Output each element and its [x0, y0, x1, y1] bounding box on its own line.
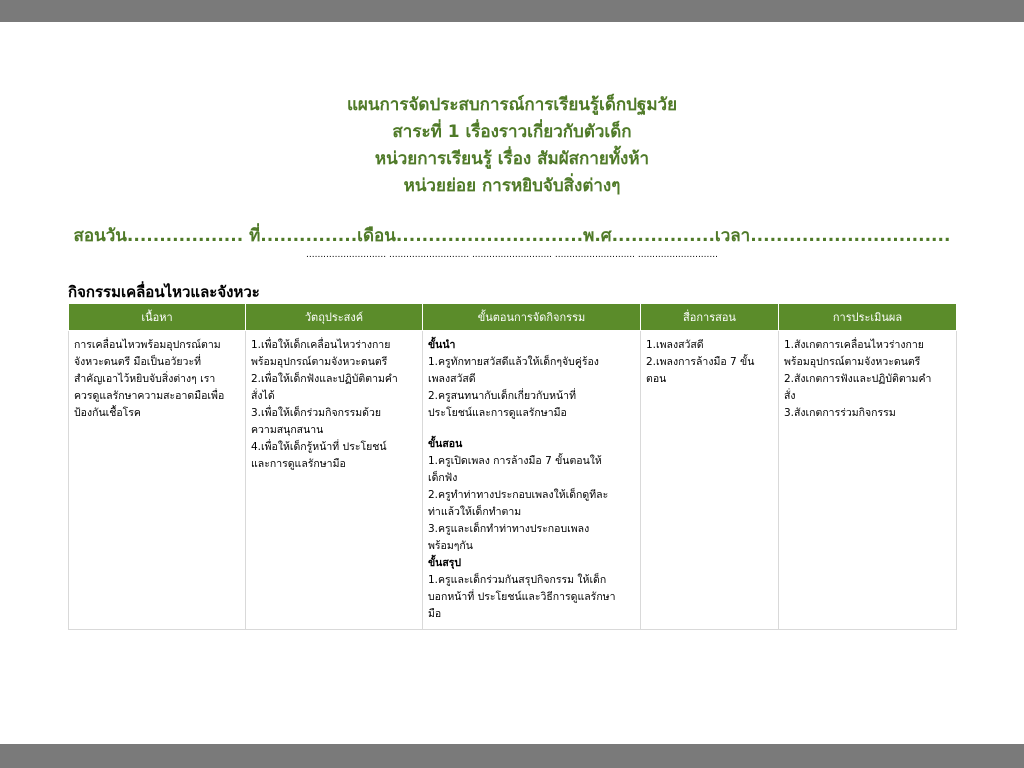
content-line: สำคัญเอาไว้หยิบจับสิ่งต่างๆ เรา [74, 373, 216, 385]
step-line: 2.ครูทำท่าทางประกอบเพลงให้เด็กดูทีละ [428, 489, 609, 501]
content-line: การเคลื่อนไหวพร้อมอุปกรณ์ตาม [74, 339, 221, 351]
teaching-date-line: สอนวัน.................. ที่...............เดือน.............................พ.ศ................เวลา............................... [73, 226, 951, 246]
bottom-frame-bar [0, 744, 1024, 768]
column-header-content: เนื้อหา [69, 304, 246, 331]
top-frame-bar [0, 0, 1024, 22]
evaluation-line: 2.สังเกตการฟังและปฏิบัติตามคำ [784, 373, 932, 385]
media-line: 1.เพลงสวัสดี [646, 339, 704, 351]
document-title [0, 92, 1024, 200]
column-header-media: สื่อการสอน [641, 304, 779, 331]
objective-line: 2.เพื่อให้เด็กฟังและปฏิบัติตามคำ [251, 373, 398, 385]
step-line: มือ [428, 608, 442, 620]
section-heading: กิจกรรมเคลื่อนไหวและจังหวะ [68, 283, 260, 301]
step-line: ประโยชน์และการดูแลรักษามือ [428, 407, 567, 419]
activity-plan-table [68, 303, 957, 630]
media-line: 2.เพลงการล้างมือ 7 ขั้น [646, 356, 755, 368]
stage-heading-intro: ขั้นนำ [428, 339, 456, 351]
objective-line: 3.เพื่อให้เด็กร่วมกิจกรรมด้วย [251, 407, 382, 419]
column-header-steps: ขั้นตอนการจัดกิจกรรม [423, 304, 641, 331]
content-cell [69, 331, 246, 630]
evaluation-line: พร้อมอุปกรณ์ตามจังหวะดนตรี [784, 356, 921, 368]
table-row [69, 331, 957, 630]
step-line: ท่าแล้วให้เด็กทำตาม [428, 506, 522, 518]
column-header-evaluation: การประเมินผล [779, 304, 957, 331]
evaluation-line: สั่ง [784, 390, 796, 402]
step-line: 3.ครูและเด็กทำท่าทางประกอบเพลง [428, 523, 590, 535]
objective-cell [246, 331, 423, 630]
objective-line: สั่งได้ [251, 390, 275, 402]
title-line-unit: หน่วยการเรียนรู้ เรื่อง สัมผัสกายทั้งห้า [374, 149, 650, 169]
title-line-strand: สาระที่ 1 เรื่องราวเกี่ยวกับตัวเด็ก [392, 122, 632, 142]
step-line: เด็กฟัง [428, 472, 458, 484]
media-line: ตอน [646, 373, 667, 385]
objective-line: พร้อมอุปกรณ์ตามจังหวะดนตรี [251, 356, 388, 368]
dotted-fill-line: ............................ ............................ ............................ ............................ ............................ [306, 250, 718, 260]
objective-line: และการดูแลรักษามือ [251, 458, 346, 470]
step-line: 1.ครูเปิดเพลง การล้างมือ 7 ขั้นตอนให้ [428, 455, 602, 467]
content-line: ป้องกันเชื้อโรค [74, 407, 141, 419]
step-line: บอกหน้าที่ ประโยชน์และวิธีการดูแลรักษา [428, 591, 616, 603]
objective-line: ความสนุกสนาน [251, 424, 324, 436]
objective-line: 4.เพื่อให้เด็กรู้หน้าที่ ประโยชน์ [251, 441, 387, 453]
title-line-plan: แผนการจัดประสบการณ์การเรียนรู้เด็กปฐมวัย [346, 95, 678, 115]
step-line: 2.ครูสนทนากับเด็กเกี่ยวกับหน้าที่ [428, 390, 576, 402]
document-page [0, 22, 1024, 744]
objective-line: 1.เพื่อให้เด็กเคลื่อนไหวร่างกาย [251, 339, 391, 351]
table-header-row [69, 304, 957, 331]
stage-heading-teach: ขั้นสอน [428, 438, 463, 450]
evaluation-cell [779, 331, 957, 630]
title-line-subunit: หน่วยย่อย การหยิบจับสิ่งต่างๆ [403, 176, 621, 196]
steps-cell [423, 331, 641, 630]
step-line: 1.ครูและเด็กร่วมกันสรุปกิจกรรม ให้เด็ก [428, 574, 607, 586]
stage-spacer [428, 422, 635, 436]
step-line: เพลงสวัสดี [428, 373, 476, 385]
column-header-objective: วัตถุประสงค์ [246, 304, 423, 331]
content-line: ควรดูแลรักษาความสะอาดมือเพื่อ [74, 390, 225, 402]
evaluation-line: 1.สังเกตการเคลื่อนไหวร่างกาย [784, 339, 924, 351]
media-cell [641, 331, 779, 630]
content-line: จังหวะดนตรี มือเป็นอวัยวะที่ [74, 356, 201, 368]
evaluation-line: 3.สังเกตการร่วมกิจกรรม [784, 407, 896, 419]
step-line: พร้อมๆกัน [428, 540, 473, 552]
step-line: 1.ครูทักทายสวัสดีแล้วให้เด็กๆจับคู่ร้อง [428, 356, 599, 368]
stage-heading-summary: ขั้นสรุป [428, 557, 462, 569]
